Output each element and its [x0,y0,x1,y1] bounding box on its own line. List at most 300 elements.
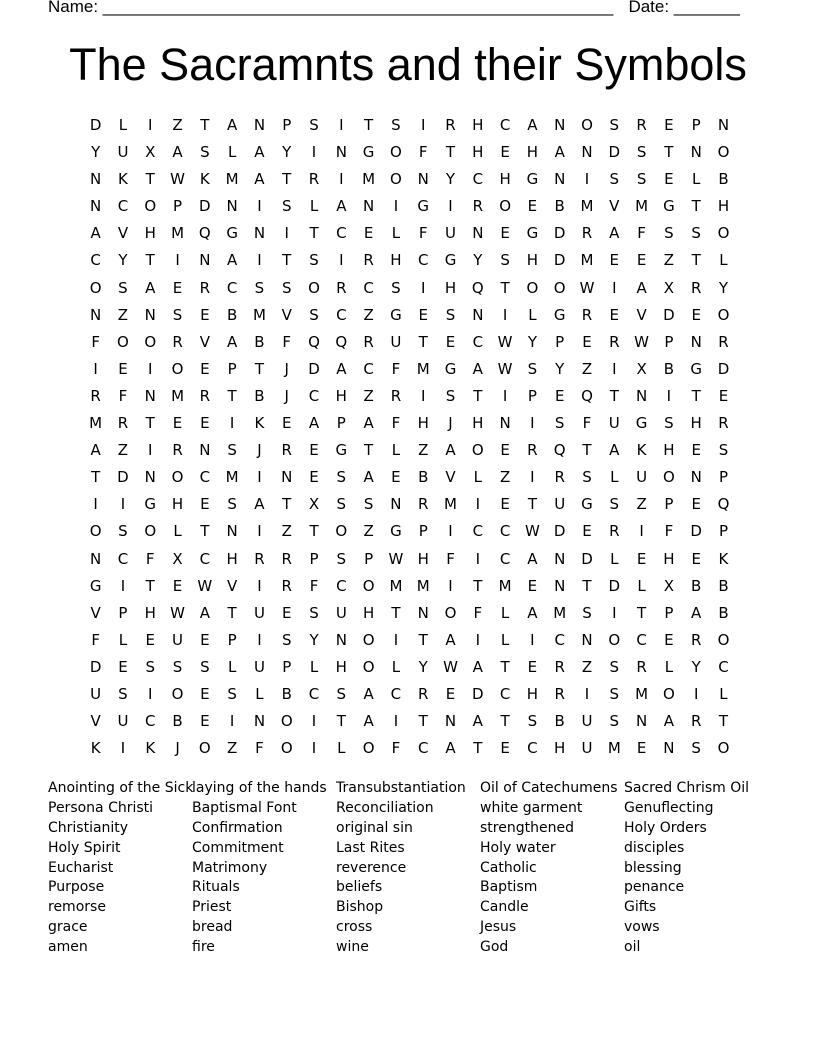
grid-letter: A [363,468,374,487]
grid-letter: G [663,197,675,216]
grid-letter: N [472,305,484,324]
grid-letter: N [90,549,102,568]
grid-letter: S [445,305,456,324]
grid-letter: N [199,441,211,460]
grid-letter: T [309,224,319,243]
grid-letter: P [664,495,674,514]
grid-letter: S [636,143,647,162]
grid-letter: U [253,603,265,622]
grid-letter: A [609,224,620,243]
grid-letter: I [148,441,153,460]
grid-letter: S [281,197,292,216]
grid-letter: M [580,197,594,216]
grid-letter: M [444,495,457,514]
grid-letter: I [502,305,508,324]
word-list-item: Purpose [48,879,105,896]
grid-letter: F [418,143,428,162]
grid-letter: Q [553,441,566,460]
grid-letter: F [91,332,100,351]
grid-letter: C [336,305,347,324]
grid-letter: P [718,468,728,487]
grid-letter: A [527,549,538,568]
grid-letter: S [609,495,620,514]
word-list-item: God [480,939,509,956]
grid-letter: G [581,495,593,514]
word-list-column [192,779,336,958]
grid-letter: D [717,359,730,378]
grid-letter: S [336,468,347,487]
grid-letter: N [581,630,593,649]
grid-letter: A [363,684,374,703]
grid-letter: S [336,684,347,703]
grid-letter: W [497,332,513,351]
grid-letter: E [500,739,510,758]
grid-letter: Q [308,332,320,351]
grid-letter: A [227,332,238,351]
grid-letter: A [527,603,538,622]
grid-letter: S [309,603,319,622]
grid-letter: T [282,251,292,270]
grid-letter: O [717,739,730,758]
grid-letter: E [664,116,674,134]
grid-letter: L [719,251,728,270]
word-list-item: Genuflecting [624,799,714,816]
grid-letter: I [175,251,180,270]
grid-letter: R [609,332,620,351]
grid-letter: I [120,495,126,514]
grid-letter: H [690,414,702,433]
grid-letter: B [226,305,238,324]
grid-letter: T [609,386,619,405]
grid-letter: T [718,712,729,731]
grid-letter: C [636,630,647,649]
grid-letter: I [257,251,262,270]
grid-letter: T [418,712,428,731]
grid-letter: S [363,495,374,514]
grid-letter: G [362,143,375,162]
word-list-item: Transubstantiation [336,780,466,796]
grid-letter: P [418,522,428,541]
grid-letter: T [637,603,647,622]
grid-letter: R [281,549,292,568]
grid-letter: I [475,549,481,568]
grid-letter: M [389,576,403,595]
grid-letter: I [420,386,426,405]
grid-letter: C [472,522,484,541]
grid-letter: P [555,332,565,351]
grid-letter: R [199,386,211,405]
word-list-item: penance [624,879,685,896]
grid-letter: L [255,684,264,703]
word-list-item: Gifts [624,899,657,916]
grid-letter: O [117,332,129,351]
grid-letter: N [90,170,102,189]
grid-letter: L [473,468,482,487]
word-list-item: cross [336,919,373,936]
grid-letter: E [445,332,456,351]
grid-letter: N [199,251,211,270]
grid-letter: H [717,197,730,216]
grid-letter: A [472,712,483,731]
grid-letter: O [717,630,730,649]
grid-letter: T [91,468,101,487]
grid-letter: X [663,576,675,595]
grid-letter: I [148,684,153,703]
grid-letter: D [553,522,566,541]
grid-letter: C [363,359,374,378]
grid-letter: H [144,603,156,622]
grid-letter: E [309,468,319,487]
grid-letter: R [527,441,538,460]
grid-letter: D [117,468,129,487]
grid-letter: I [257,468,262,487]
grid-letter: E [172,576,183,595]
grid-letter: E [554,386,565,405]
grid-letter: L [528,305,537,324]
grid-letter: N [253,224,266,243]
grid-letter: I [393,197,399,216]
grid-letter: I [148,359,153,378]
grid-letter: I [612,603,617,622]
grid-letter: H [417,414,429,433]
grid-letter: G [526,170,539,189]
grid-letter: A [145,278,156,297]
grid-letter: V [117,224,129,243]
grid-letter: A [172,143,183,162]
grid-letter: E [172,278,183,297]
grid-letter: R [390,386,402,405]
word-list-item: oil [624,939,641,956]
grid-letter: E [391,468,401,487]
word-list [48,779,764,958]
grid-letter: Y [445,170,456,189]
grid-letter: R [609,522,620,541]
word-list-item: vows [624,919,660,936]
word-list-item: Persona Christi [48,799,154,816]
grid-letter: N [554,576,566,595]
grid-letter: R [281,441,292,460]
grid-letter: K [636,441,647,460]
grid-letter: S [118,522,128,541]
grid-letter: E [200,414,210,433]
grid-letter: S [391,278,401,297]
grid-letter: N [690,468,702,487]
grid-letter: T [309,522,319,541]
grid-letter: I [148,116,153,134]
grid-letter: H [472,143,484,162]
grid-letter: E [418,305,428,324]
grid-letter: O [553,278,566,297]
word-list-item: Commitment [192,839,284,856]
grid-letter: H [226,549,238,568]
word-list-item: Rituals [192,879,240,896]
word-list-item: Anointing of the Sick [48,780,194,796]
grid-letter: T [200,116,210,134]
grid-letter: T [254,359,265,378]
grid-letter: Q [198,224,211,243]
grid-letter: F [309,576,319,595]
grid-letter: L [610,468,619,487]
grid-letter: S [309,305,319,324]
grid-letter: S [500,251,510,270]
word-list-item: Eucharist [48,859,114,876]
grid-letter: U [117,712,129,731]
grid-letter: C [145,712,156,731]
grid-letter: E [445,684,456,703]
grid-letter: T [691,251,701,270]
grid-letter: K [199,170,210,189]
grid-letter: G [553,305,566,324]
grid-letter: E [118,359,128,378]
grid-letter: O [280,739,293,758]
grid-letter: T [582,576,592,595]
grid-letter: F [418,224,428,243]
grid-letter: Y [527,332,537,351]
grid-letter: I [339,251,344,270]
grid-letter: S [172,657,183,676]
word-list-item: Confirmation [192,819,283,836]
grid-letter: I [502,386,508,405]
grid-letter: P [227,359,237,378]
grid-letter: D [663,305,675,324]
grid-letter: A [445,630,456,649]
grid-letter: O [444,603,457,622]
grid-letter: O [280,712,293,731]
grid-letter: H [472,414,484,433]
grid-letter: B [418,468,429,487]
grid-letter: E [527,197,538,216]
grid-letter: S [664,224,674,243]
grid-letter: M [553,603,567,622]
grid-letter: A [472,359,483,378]
grid-letter: I [120,576,126,595]
grid-letter: X [145,143,156,162]
grid-letter: C [417,739,429,758]
grid-letter: M [607,739,621,758]
grid-letter: O [171,468,184,487]
grid-letter: E [118,657,128,676]
grid-letter: N [444,712,457,731]
word-list-item: Holy Orders [624,819,707,836]
grid-letter: V [227,576,238,595]
grid-letter: N [554,116,566,134]
grid-letter: P [364,549,374,568]
word-list-item: Baptism [480,879,538,896]
grid-letter: H [663,441,675,460]
word-list-item: laying of the hands [192,780,327,796]
grid-letter: I [393,630,399,649]
grid-letter: A [308,414,320,433]
grid-letter: A [90,441,101,460]
grid-letter: N [144,305,156,324]
grid-letter: Q [717,495,730,514]
grid-letter: T [282,495,292,514]
grid-letter: P [118,603,128,622]
grid-letter: T [391,603,401,622]
grid-letter: A [227,251,238,270]
grid-letter: L [610,549,619,568]
grid-letter: F [473,603,483,622]
grid-letter: T [691,386,701,405]
grid-letter: E [609,305,620,324]
grid-letter: Z [636,495,647,514]
grid-letter: T [418,332,428,351]
grid-letter: V [609,197,620,216]
word-list-item: original sin [336,819,413,836]
grid-letter: I [420,116,426,134]
grid-letter: N [690,332,702,351]
grid-letter: O [662,468,675,487]
grid-letter: T [664,143,674,162]
grid-letter: P [173,197,183,216]
grid-letter: O [362,630,375,649]
grid-letter: D [553,224,566,243]
grid-letter: S [200,143,210,162]
grid-letter: O [717,224,730,243]
grid-letter: M [362,170,376,189]
grid-letter: E [172,414,183,433]
grid-letter: Y [718,278,729,297]
grid-letter: N [90,305,102,324]
grid-letter: R [199,278,211,297]
grid-letter: R [636,116,647,134]
grid-letter: I [311,143,317,162]
grid-letter: W [197,576,213,595]
grid-letter: R [90,386,101,405]
grid-letter: R [172,441,183,460]
grid-letter: A [636,278,647,297]
grid-letter: U [117,143,129,162]
grid-letter: C [718,657,729,676]
grid-letter: T [364,441,374,460]
grid-letter: I [448,197,453,216]
grid-letter: S [118,684,128,703]
grid-letter: O [717,143,730,162]
grid-letter: C [390,684,402,703]
grid-letter: S [172,305,183,324]
grid-letter: T [145,251,155,270]
word-list-item: disciples [624,839,685,856]
grid-letter: E [200,305,210,324]
grid-letter: N [253,116,266,134]
grid-letter: E [609,251,620,270]
grid-letter: R [417,684,429,703]
grid-letter: E [281,414,292,433]
grid-letter: T [364,116,374,134]
grid-letter: C [336,224,347,243]
grid-letter: E [691,441,701,460]
grid-letter: T [282,170,292,189]
grid-letter: Z [117,441,129,460]
grid-letter: S [609,657,620,676]
grid-letter: N [335,630,347,649]
grid-letter: S [118,278,128,297]
grid-letter: P [336,414,346,433]
grid-letter: R [417,495,429,514]
grid-letter: Z [499,468,511,487]
grid-letter: S [527,359,538,378]
grid-letter: H [472,116,484,134]
grid-letter: R [718,414,729,433]
grid-letter: L [337,739,346,758]
grid-letter: N [281,468,293,487]
grid-letter: D [581,549,593,568]
grid-letter: H [144,224,156,243]
word-list-column [624,779,764,958]
grid-letter: N [554,170,566,189]
grid-letter: N [335,143,347,162]
word-list-item: Priest [192,899,232,916]
grid-letter: I [448,576,453,595]
grid-letter: A [554,143,565,162]
grid-letter: S [582,468,592,487]
grid-letter: C [199,549,211,568]
grid-letter: A [90,224,101,243]
grid-letter: Z [418,441,429,460]
word-list-item: grace [48,919,88,936]
grid-letter: W [579,278,595,297]
grid-letter: D [308,359,320,378]
grid-letter: A [363,414,374,433]
grid-letter: G [390,305,402,324]
word-list-item: Holy Spirit [48,839,121,856]
grid-letter: Z [663,251,675,270]
grid-letter: E [500,143,510,162]
grid-letter: F [391,414,401,433]
grid-letter: Z [363,305,374,324]
grid-letter: O [171,359,184,378]
grid-letter: T [527,495,537,514]
grid-letter: E [527,576,538,595]
grid-letter: I [257,576,262,595]
grid-letter: V [199,332,210,351]
grid-letter: E [718,386,729,405]
word-list-item: reverence [336,859,407,876]
grid-letter: F [391,359,401,378]
grid-letter: J [257,441,262,460]
grid-letter: O [362,657,375,676]
grid-letter: O [89,278,102,297]
grid-letter: S [718,441,729,460]
grid-letter: L [391,224,401,243]
grid-letter: N [417,603,429,622]
grid-letter: N [90,197,102,216]
grid-letter: H [390,251,402,270]
grid-letter: X [172,549,183,568]
grid-letter: V [90,712,101,731]
grid-letter: V [281,305,292,324]
grid-letter: A [445,441,456,460]
grid-letter: M [635,197,649,216]
grid-letter: T [691,197,701,216]
grid-letter: W [634,332,649,351]
grid-letter: H [526,251,539,270]
grid-letter: R [690,712,702,731]
grid-letter: R [690,278,702,297]
grid-letter: L [118,116,128,134]
grid-letter: S [227,441,237,460]
word-list-item: Catholic [480,859,537,876]
grid-letter: I [339,170,344,189]
grid-letter: O [144,197,157,216]
grid-letter: C [554,630,565,649]
grid-letter: I [639,522,644,541]
grid-letter: T [418,630,428,649]
grid-letter: C [363,278,374,297]
grid-letter: L [500,603,510,622]
grid-letter: H [554,739,566,758]
grid-letter: Y [691,657,701,676]
